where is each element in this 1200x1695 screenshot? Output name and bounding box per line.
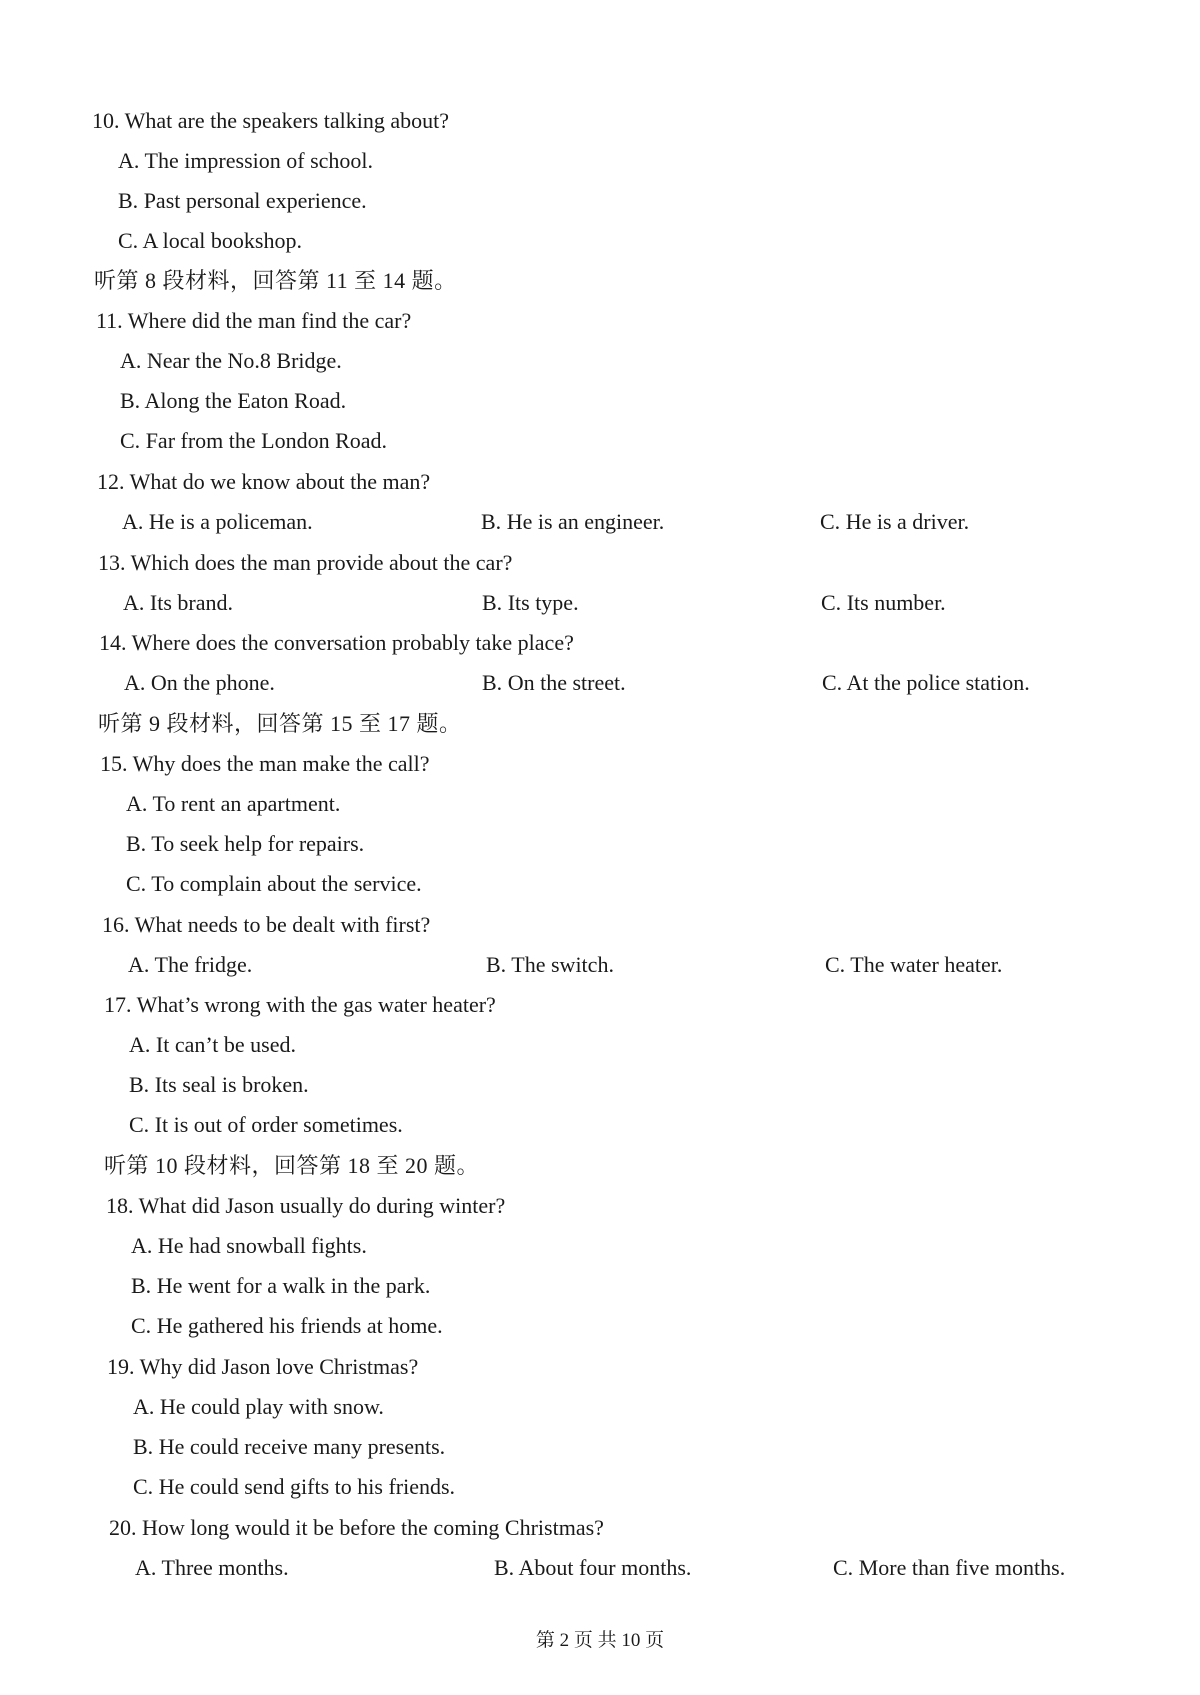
option-20b: B. About four months. [494, 1555, 692, 1580]
page-footer: 第 2 页 共 10 页 [535, 1630, 665, 1651]
option-19a: A. He could play with snow. [133, 1394, 384, 1419]
option-16c: C. The water heater. [825, 952, 1003, 977]
option-17a: A. It can’t be used. [129, 1032, 296, 1057]
option-12a: A. He is a policeman. [122, 509, 313, 534]
question-12: 12. What do we know about the man? [97, 469, 431, 494]
option-10c: C. A local bookshop. [118, 228, 302, 253]
option-17c: C. It is out of order sometimes. [129, 1112, 403, 1137]
question-11: 11. Where did the man find the car? [96, 308, 412, 333]
option-11a: A. Near the No.8 Bridge. [120, 348, 342, 373]
option-15c: C. To complain about the service. [126, 871, 422, 896]
question-20: 20. How long would it be before the coming Christmas? [109, 1515, 604, 1540]
option-11c: C. Far from the London Road. [120, 428, 388, 453]
option-18b: B. He went for a walk in the park. [131, 1273, 431, 1298]
option-17b: B. Its seal is broken. [129, 1072, 309, 1097]
option-19c: C. He could send gifts to his friends. [133, 1474, 456, 1499]
option-15a: A. To rent an apartment. [126, 791, 341, 816]
option-13a: A. Its brand. [123, 590, 233, 615]
option-18a: A. He had snowball fights. [131, 1233, 367, 1258]
question-13: 13. Which does the man provide about the car? [98, 550, 513, 575]
option-19b: B. He could receive many presents. [133, 1434, 446, 1459]
section-heading-10: 听第 10 段材料，回答第 18 至 20 题。 [104, 1153, 480, 1178]
option-13c: C. Its number. [821, 590, 946, 615]
option-14a: A. On the phone. [124, 670, 275, 695]
option-12c: C. He is a driver. [820, 509, 970, 534]
option-16a: A. The fridge. [128, 952, 253, 977]
section-heading-9: 听第 9 段材料，回答第 15 至 17 题。 [98, 711, 462, 736]
option-20c: C. More than five months. [833, 1555, 1066, 1580]
question-19: 19. Why did Jason love Christmas? [107, 1354, 419, 1379]
question-16: 16. What needs to be dealt with first? [102, 912, 431, 937]
question-10: 10. What are the speakers talking about? [92, 108, 449, 133]
option-15b: B. To seek help for repairs. [126, 831, 365, 856]
option-10a: A. The impression of school. [118, 148, 374, 173]
option-13b: B. Its type. [482, 590, 579, 615]
option-12b: B. He is an engineer. [481, 509, 665, 534]
option-18c: C. He gathered his friends at home. [131, 1313, 443, 1338]
option-16b: B. The switch. [486, 952, 614, 977]
option-14b: B. On the street. [482, 670, 626, 695]
question-17: 17. What’s wrong with the gas water heater? [104, 992, 496, 1017]
option-20a: A. Three months. [135, 1555, 289, 1580]
option-14c: C. At the police station. [822, 670, 1030, 695]
section-heading-8: 听第 8 段材料，回答第 11 至 14 题。 [94, 268, 457, 293]
option-10b: B. Past personal experience. [118, 188, 367, 213]
option-11b: B. Along the Eaton Road. [120, 388, 347, 413]
question-18: 18. What did Jason usually do during winter? [106, 1193, 506, 1218]
question-14: 14. Where does the conversation probably take place? [99, 630, 574, 655]
question-15: 15. Why does the man make the call? [100, 751, 430, 776]
